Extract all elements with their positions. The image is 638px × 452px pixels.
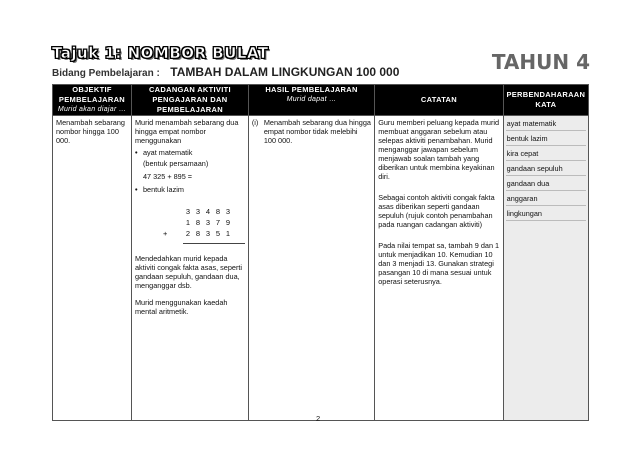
cell-activities	[131, 116, 248, 421]
learning-area-label: Bidang Pembelajaran :	[52, 68, 160, 79]
header-objective	[53, 85, 132, 116]
digit: 3	[185, 207, 191, 216]
activities-para-2: Mendedahkan murid kepada aktiviti congak fakta asas, seperti gandaan sepuluh, gandaan dua, menganggar dsb.	[134, 254, 243, 290]
header-outcomes	[248, 85, 374, 116]
bullet-icon: •	[134, 148, 138, 157]
cell-outcomes	[248, 116, 374, 421]
vocab-item: anggaran	[506, 193, 586, 206]
header-objective-line2: PEMBELAJARAN	[58, 95, 126, 104]
digit: 8	[195, 218, 201, 227]
addition-row-2	[163, 217, 245, 228]
header-activities-line3: PEMBELAJARAN	[156, 105, 223, 114]
activities-para-3: Murid menggunakan kaedah mental aritmetik.	[134, 298, 228, 316]
digit: 3	[205, 218, 211, 227]
header-vocab-line2: KATA	[535, 100, 557, 109]
bullet-icon: •	[134, 185, 138, 194]
table-row	[53, 116, 589, 421]
cell-objective	[53, 116, 132, 421]
objective-text: Menambah sebarang nombor hingga 100 000.	[56, 118, 125, 145]
learning-area-value: TAMBAH DALAM LINGKUNGAN 100 000	[170, 65, 400, 79]
header-vocab	[503, 85, 588, 116]
header-outcomes-sub: Murid dapat …	[286, 96, 337, 103]
list-item	[135, 185, 245, 194]
table-header-row	[53, 85, 589, 116]
digit: 4	[205, 207, 211, 216]
header-activities-line2: PENGAJARAN DAN	[152, 95, 228, 104]
header-vocab-line1: PERBENDAHARAAN	[506, 90, 586, 99]
vocab-item: lingkungan	[506, 208, 586, 221]
year-label: TAHUN 4	[491, 50, 590, 74]
digit: 3	[225, 207, 231, 216]
activities-bullet-list	[135, 148, 245, 194]
digit: 5	[215, 229, 221, 238]
outcome-item	[252, 118, 371, 145]
digit: 9	[225, 218, 231, 227]
digit: 1	[225, 229, 231, 238]
answer-line	[183, 243, 245, 244]
digit: 1	[185, 218, 191, 227]
bullet-text: ayat matematik	[142, 148, 193, 157]
bullet-example: 47 325 + 895 =	[142, 172, 193, 181]
note-1: Guru memberi peluang kepada murid membuat anggaran sebelum atau selepas aktiviti penambahan. Murid menganggar jawapan sebelum menjawab soalan tambah yang diberikan untuk membina keyakinan diri.	[378, 118, 500, 181]
outcome-text: Menambah sebarang dua hingga empat nombor tidak melebihi 100 000.	[263, 118, 371, 145]
digit: 8	[195, 229, 201, 238]
lesson-plan-table	[52, 84, 589, 421]
column-addition	[163, 206, 245, 244]
header-objective-sub: Murid akan diajar …	[57, 106, 127, 113]
header-notes	[375, 85, 503, 116]
addition-row-3	[163, 228, 245, 239]
learning-area-row	[52, 63, 399, 81]
vocab-item: bentuk lazim	[506, 133, 586, 146]
addition-row-1	[163, 206, 245, 217]
activities-intro: Murid menambah sebarang dua hingga empat nombor menggunakan	[134, 118, 239, 145]
header-notes-line1: CATATAN	[420, 95, 457, 104]
page-number: 2	[316, 414, 321, 423]
bullet-note: (bentuk persamaan)	[142, 159, 209, 168]
vocab-item: ayat matematik	[506, 118, 586, 131]
list-item	[135, 148, 245, 181]
header-outcomes-line1: HASIL PEMBELAJARAN	[265, 85, 358, 94]
header-objective-line1: OBJEKTIF	[72, 85, 112, 94]
vocab-item: gandaan dua	[506, 178, 586, 191]
note-3: Pada nilai tempat sa, tambah 9 dan 1 untuk menjadikan 10. Kemudian 10 dan 3 menjadi 13. Gunakan strategi pasangan 10 di mana sesuai untuk operasi seterusnya.	[378, 241, 500, 286]
vocab-item: gandaan sepuluh	[506, 163, 586, 176]
vocab-item: kira cepat	[506, 148, 586, 161]
digit: 2	[185, 229, 191, 238]
digit: 7	[215, 218, 221, 227]
cell-notes	[375, 116, 503, 421]
header-activities	[131, 85, 248, 116]
bullet-text: bentuk lazim	[142, 185, 184, 194]
digit: 8	[215, 207, 221, 216]
cell-vocab	[503, 116, 588, 421]
digit: 3	[195, 207, 201, 216]
note-2: Sebagai contoh aktiviti congak fakta asas diberikan seperti gandaan sepuluh (rujuk contoh penambahan pada ruangan cadangan aktiviti)	[378, 193, 495, 229]
topic-title: Tajuk 1: NOMBOR BULAT	[52, 44, 269, 62]
plus-operator: +	[162, 229, 168, 238]
digit: 3	[205, 229, 211, 238]
outcome-number: (i)	[251, 118, 259, 127]
header-activities-line1: CADANGAN AKTIVITI	[148, 85, 231, 94]
